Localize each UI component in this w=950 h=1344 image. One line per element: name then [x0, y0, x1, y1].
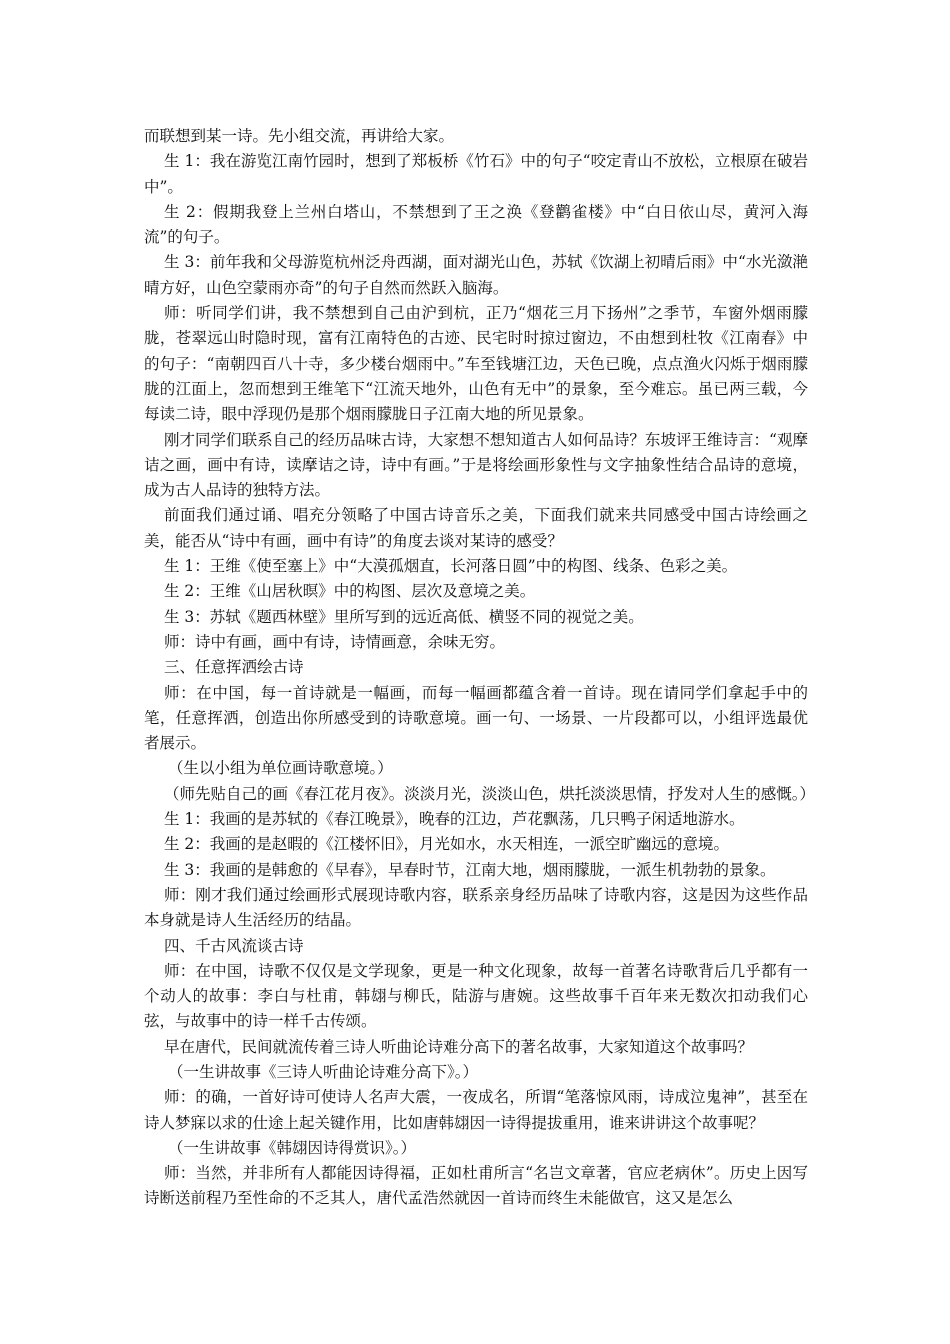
paragraph-tang-story: 早在唐代，民间就流传着三诗人听曲论诗难分高下的著名故事，大家知道这个故事吗？ — [164, 1037, 754, 1056]
paragraph-student-3: 生 3：我画的是韩愈的《早春》，早春时节，江南大地，烟雨朦胧，一派生机勃勃的景象。 — [164, 860, 776, 879]
paragraph-student-1: 生 1：王维《使至塞上》中“大漠孤烟直，长河落日圆”中的构图、线条、色彩之美。 — [164, 557, 738, 576]
paragraph-teacher: 师：在中国，每一首诗就是一幅画，而每一幅画都蕴含着一首诗。现在请同学们拿起手中的笔，任意挥洒，创造出你所感受到的诗歌意境。画一句、一场景、一片段都可以，小组评选最优者展示。 — [144, 683, 808, 753]
paragraph-student-3: 生 3：苏轼《题西林壁》里所写到的远近高低、横竖不同的视觉之美。 — [164, 607, 644, 626]
paragraph-stage-note: （师先贴自己的画《春江花月夜》。淡淡月光，淡淡山色，烘托淡淡思情，抒发对人生的感慨。） — [164, 784, 816, 803]
paragraph-dongpo: 刚才同学们联系自己的经历品味古诗，大家想不想知道古人如何品诗？东坡评王维诗言：“观摩诘之画，画中有诗，读摩诘之诗，诗中有画。”于是将绘画形象性与文字抽象性结合品诗的意境，成为古人品诗的独特方法。 — [144, 430, 808, 500]
paragraph-teacher: 师：刚才我们通过绘画形式展现诗歌内容，联系亲身经历品味了诗歌内容，这是因为这些作品本身就是诗人生活经历的结晶。 — [144, 885, 808, 930]
document-body — [144, 124, 816, 1212]
paragraph-teacher: 师：的确，一首好诗可使诗人名声大震，一夜成名，所谓“笔落惊风雨，诗成泣鬼神”，甚至在诗人梦寐以求的仕途上起关键作用，比如唐韩翃因一诗得提拔重用，谁来讲讲这个故事呢？ — [144, 1088, 808, 1132]
paragraph-student-2: 生 2：我画的是赵暇的《江楼怀旧》，月光如水，水天相连，一派空旷幽远的意境。 — [164, 835, 730, 854]
paragraph-teacher: 师：当然，并非所有人都能因诗得福，正如杜甫所言“名岂文章著，官应老病休”。历史上因写诗断送前程乃至性命的不乏其人，唐代孟浩然就因一首诗而终生未能做官，这又是怎么 — [144, 1164, 808, 1208]
paragraph-teacher: 师：诗中有画，画中有诗，诗情画意，余味无穷。 — [164, 632, 506, 651]
paragraph-painting-beauty: 前面我们通过诵、唱充分领略了中国古诗音乐之美，下面我们就来共同感受中国古诗绘画之美，能否从“诗中有画，画中有诗”的角度去谈对某诗的感受？ — [144, 506, 808, 550]
paragraph-stage-note: （生以小组为单位画诗歌意境。） — [168, 759, 393, 778]
section-heading-4: 四、千古风流谈古诗 — [164, 936, 304, 955]
paragraph-student-1: 生 1：我在游览江南竹园时，想到了郑板桥《竹石》中的句子“咬定青山不放松，立根原在破岩中”。 — [144, 152, 808, 196]
paragraph-stage-note: （一生讲故事《韩翃因诗得赏识》。） — [168, 1138, 417, 1157]
paragraph-continuation: 而联想到某一诗。先小组交流，再讲给大家。 — [144, 127, 455, 145]
section-heading-3: 三、任意挥洒绘古诗 — [164, 658, 304, 677]
paragraph-stage-note: （一生讲故事《三诗人听曲论诗难分高下》。） — [168, 1062, 479, 1081]
paragraph-teacher: 师：在中国，诗歌不仅仅是文学现象，更是一种文化现象，故每一首著名诗歌背后几乎都有一个动人的故事：李白与杜甫，韩翃与柳氏，陆游与唐婉。这些故事千百年来无数次扣动我们心弦，与故事中的诗一样千古传颂。 — [144, 961, 808, 1031]
paragraph-teacher: 师：听同学们讲，我不禁想到自己由沪到杭，正乃“烟花三月下扬州”之季节，车窗外烟雨朦胧，苍翠远山时隐时现，富有江南特色的古迹、民宅时时掠过窗边，不由想到杜牧《江南春》中的句子：“南朝四百八十寺，多少楼台烟雨中。”车至钱塘江边，天色已晚，点点渔火闪烁于烟雨朦胧的江面上，忽而想到王维笔下“江流天地外，山色有无中”的景象，至今难忘。虽已两三载，今每读二诗，眼中浮现仍是那个烟雨朦胧日子江南大地的所见景象。 — [144, 304, 808, 424]
paragraph-student-3: 生 3：前年我和父母游览杭州泛舟西湖，面对湖光山色，苏轼《饮湖上初晴后雨》中“水光潋滟晴方好，山色空蒙雨亦奇”的句子自然而然跃入脑海。 — [144, 253, 808, 297]
paragraph-student-1: 生 1：我画的是苏轼的《春江晚景》，晚春的江边，芦花飘荡，几只鸭子闲适地游水。 — [164, 810, 745, 829]
paragraph-student-2: 生 2：假期我登上兰州白塔山，不禁想到了王之涣《登鹳雀楼》中“白日依山尽，黄河入海流”的句子。 — [144, 202, 808, 247]
paragraph-student-2: 生 2：王维《山居秋暝》中的构图、层次及意境之美。 — [164, 582, 536, 601]
